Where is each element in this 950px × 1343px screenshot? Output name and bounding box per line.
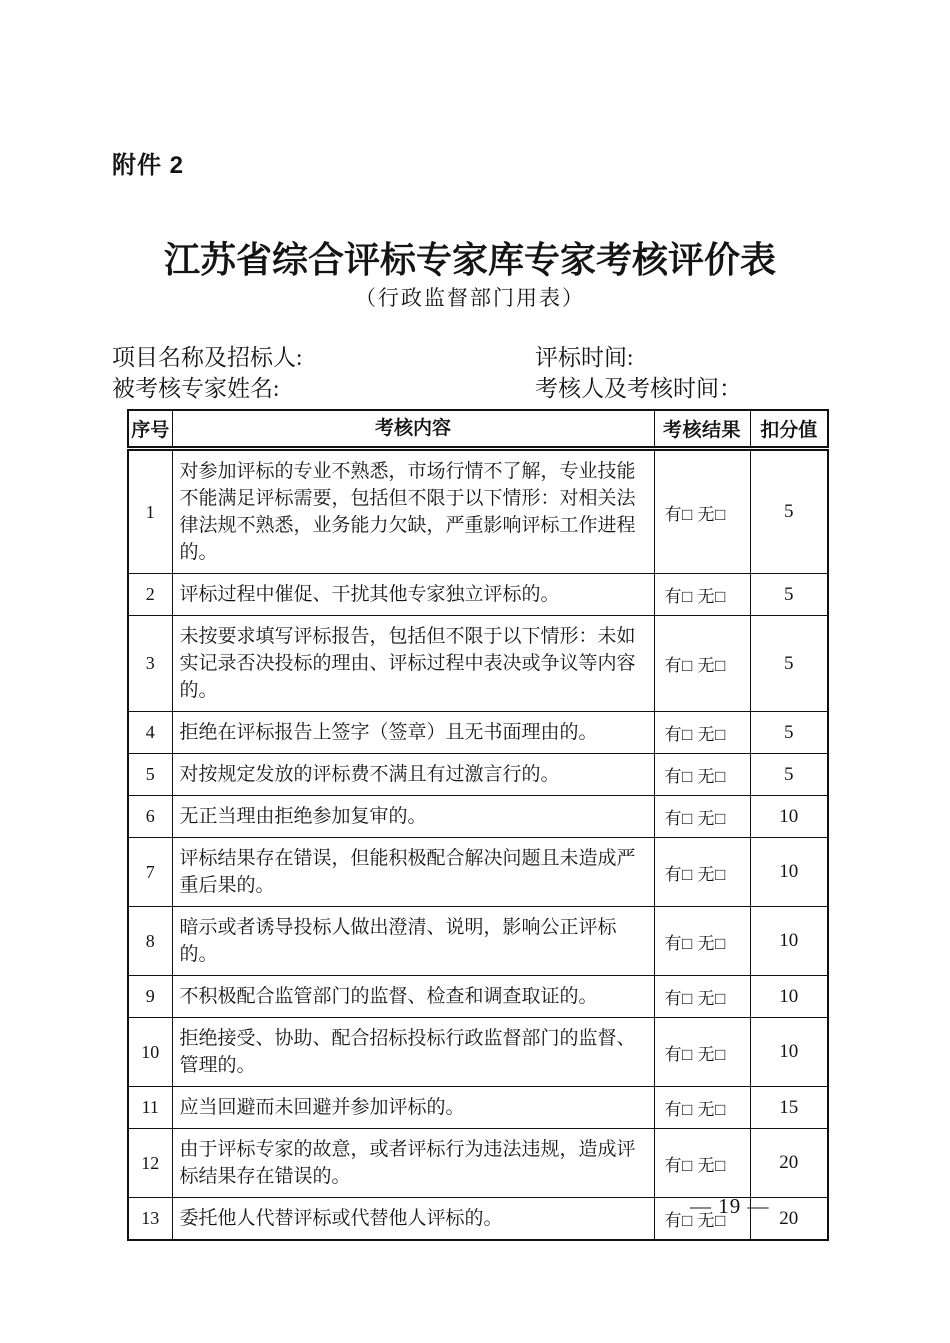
row-score: 15 <box>750 1087 828 1129</box>
row-result-checkboxes[interactable]: 有□ 无□ <box>654 574 750 616</box>
row-result-checkboxes[interactable]: 有□ 无□ <box>654 712 750 754</box>
row-number: 13 <box>128 1198 172 1241</box>
row-result-checkboxes[interactable]: 有□ 无□ <box>654 796 750 838</box>
page-subtitle: （行政监督部门用表） <box>355 286 585 310</box>
row-score: 5 <box>750 616 828 712</box>
header-content: 考核内容 <box>172 410 654 449</box>
row-content: 对参加评标的专业不熟悉，市场行情不了解，专业技能不能满足评标需要，包括但不限于以下情形：对相关法律法规不熟悉，业务能力欠缺，严重影响评标工作进程的。 <box>172 449 654 574</box>
table-row-12 <box>128 1129 828 1198</box>
row-number: 11 <box>128 1087 172 1129</box>
row-result-checkboxes[interactable]: 有□ 无□ <box>654 976 750 1018</box>
table-row-6 <box>128 796 828 838</box>
table-row-2 <box>128 574 828 616</box>
row-content: 委托他人代替评标或代替他人评标的。 <box>172 1198 654 1241</box>
row-result-checkboxes[interactable]: 有□ 无□ <box>654 1129 750 1198</box>
table-row-7 <box>128 838 828 907</box>
row-result-checkboxes[interactable]: 有□ 无□ <box>654 1087 750 1129</box>
row-content: 拒绝在评标报告上签字（签章）且无书面理由的。 <box>172 712 654 754</box>
assessed-expert-name-label: 被考核专家姓名: <box>112 376 280 401</box>
row-result-checkboxes[interactable]: 有□ 无□ <box>654 449 750 574</box>
row-number: 6 <box>128 796 172 838</box>
header-score: 扣分值 <box>750 410 828 449</box>
page-title: 江苏省综合评标专家库专家考核评价表 <box>163 240 776 280</box>
row-result-checkboxes[interactable]: 有□ 无□ <box>654 838 750 907</box>
form-line-1 <box>112 342 828 373</box>
row-score: 20 <box>750 1129 828 1198</box>
page-number: — 19 — <box>690 1194 770 1218</box>
row-content: 无正当理由拒绝参加复审的。 <box>172 796 654 838</box>
assessor-and-time-label: 考核人及考核时间： <box>535 376 742 401</box>
evaluation-time-label: 评标时间: <box>535 345 634 370</box>
header-row <box>128 410 828 449</box>
form-header-block <box>112 342 828 404</box>
table-row-11 <box>128 1087 828 1129</box>
header-result: 考核结果 <box>654 410 750 449</box>
table-row-1 <box>128 449 828 574</box>
row-content: 暗示或者诱导投标人做出澄清、说明，影响公正评标的。 <box>172 907 654 976</box>
table-row-10 <box>128 1018 828 1087</box>
table-body <box>128 449 828 1241</box>
table-row-9 <box>128 976 828 1018</box>
table-row-4 <box>128 712 828 754</box>
assessment-table <box>127 409 829 1241</box>
row-score: 5 <box>750 712 828 754</box>
table-row-8 <box>128 907 828 976</box>
row-score: 5 <box>750 449 828 574</box>
row-score: 10 <box>750 838 828 907</box>
row-content: 不积极配合监管部门的监督、检查和调查取证的。 <box>172 976 654 1018</box>
row-number: 9 <box>128 976 172 1018</box>
row-content: 应当回避而未回避并参加评标的。 <box>172 1087 654 1129</box>
row-result-checkboxes[interactable]: 有□ 无□ <box>654 1198 750 1241</box>
row-result-checkboxes[interactable]: 有□ 无□ <box>654 754 750 796</box>
header-no: 序号 <box>128 410 172 449</box>
row-number: 8 <box>128 907 172 976</box>
row-score: 10 <box>750 907 828 976</box>
table-row-5 <box>128 754 828 796</box>
row-content: 未按要求填写评标报告，包括但不限于以下情形：未如实记录否决投标的理由、评标过程中表决或争议等内容的。 <box>172 616 654 712</box>
row-number: 3 <box>128 616 172 712</box>
row-score: 5 <box>750 754 828 796</box>
row-content: 拒绝接受、协助、配合招标投标行政监督部门的监督、管理的。 <box>172 1018 654 1087</box>
project-and-tenderer-label: 项目名称及招标人: <box>112 345 303 370</box>
attachment-label: 附件 2 <box>112 152 185 179</box>
row-number: 7 <box>128 838 172 907</box>
row-number: 2 <box>128 574 172 616</box>
form-line-2 <box>112 373 828 404</box>
row-content: 评标结果存在错误，但能积极配合解决问题且未造成严重后果的。 <box>172 838 654 907</box>
row-content: 评标过程中催促、干扰其他专家独立评标的。 <box>172 574 654 616</box>
row-number: 4 <box>128 712 172 754</box>
row-number: 1 <box>128 449 172 574</box>
row-score: 20 <box>750 1198 828 1241</box>
table-header <box>128 410 828 449</box>
row-content: 由于评标专家的故意，或者评标行为违法违规，造成评标结果存在错误的。 <box>172 1129 654 1198</box>
row-result-checkboxes[interactable]: 有□ 无□ <box>654 616 750 712</box>
row-score: 10 <box>750 1018 828 1087</box>
row-content: 对按规定发放的评标费不满且有过激言行的。 <box>172 754 654 796</box>
row-result-checkboxes[interactable]: 有□ 无□ <box>654 907 750 976</box>
row-result-checkboxes[interactable]: 有□ 无□ <box>654 1018 750 1087</box>
row-number: 5 <box>128 754 172 796</box>
row-score: 10 <box>750 976 828 1018</box>
row-number: 12 <box>128 1129 172 1198</box>
row-score: 5 <box>750 574 828 616</box>
row-number: 10 <box>128 1018 172 1087</box>
table-row-3 <box>128 616 828 712</box>
row-score: 10 <box>750 796 828 838</box>
